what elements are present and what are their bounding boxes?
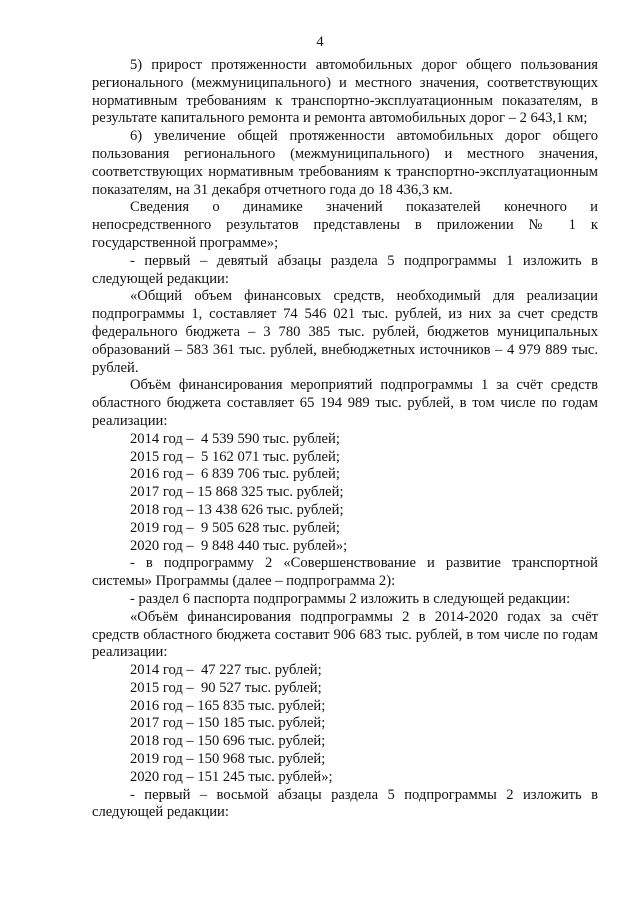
list-item: 2016 год – 6 839 706 тыс. рублей; bbox=[130, 466, 340, 483]
paragraph-amend-sub2: - в подпрограмму 2 «Совершенствование и развитие транспортной системы» Программы (далее – подпрограмма 2): bbox=[92, 555, 598, 590]
list-item: 2019 год – 150 968 тыс. рублей; bbox=[130, 751, 326, 768]
list-item: 2016 год – 165 835 тыс. рублей; bbox=[130, 697, 326, 714]
page-number: 4 bbox=[316, 34, 324, 50]
paragraph-total-funding-sub1: «Общий объем финансовых средств, необходимый для реализации подпрограммы 1, составляет 74 546 021 тыс. рублей, из них за счет средств федерального бюджета – 3 780 385 тыс. рублей, бюджетов муниципальных образований – 583 361 тыс. рублей, внебюджетных источников – 4 979 889 тыс. рублей. bbox=[92, 288, 598, 376]
paragraph-item-5: 5) прирост протяженности автомобильных дорог общего пользования регионального (межмуниципального) и местного значения, соответствующих нормативным требованиям к транспортно-эксплуатационным показателям, в результате капитального ремонта и ремонта автомобильных дорог – 2 643,1 км; bbox=[92, 57, 598, 127]
list-item: 2020 год – 9 848 440 тыс. рублей»; bbox=[130, 537, 348, 554]
list-item: 2018 год – 13 438 626 тыс. рублей; bbox=[130, 501, 344, 518]
list-item: 2015 год – 5 162 071 тыс. рублей; bbox=[130, 448, 340, 465]
paragraph-amend-section-5-sub2: - первый – восьмой абзацы раздела 5 подпрограммы 2 изложить в следующей редакции: bbox=[92, 786, 598, 821]
list-item: 2015 год – 90 527 тыс. рублей; bbox=[130, 679, 322, 696]
list-item: 2019 год – 9 505 628 тыс. рублей; bbox=[130, 519, 340, 536]
paragraph-funding-sub2: «Объём финансирования подпрограммы 2 в 2014-2020 годах за счёт средств областного бюджета составит 906 683 тыс. рублей, в том числе по годам реализации: bbox=[92, 608, 598, 661]
paragraph-amend-section-5-sub1: - первый – девятый абзацы раздела 5 подпрограммы 1 изложить в следующей редакции: bbox=[92, 252, 598, 287]
funding-by-year-sub2 bbox=[92, 662, 598, 787]
list-item: 2014 год – 4 539 590 тыс. рублей; bbox=[130, 430, 340, 447]
list-item: 2018 год – 150 696 тыс. рублей; bbox=[130, 733, 326, 750]
paragraph-regional-funding-sub1: Объём финансирования мероприятий подпрограммы 1 за счёт средств областного бюджета составляет 65 194 989 тыс. рублей, в том числе по годам реализации: bbox=[92, 377, 598, 429]
paragraph-item-6: 6) увеличение общей протяженности автомобильных дорог общего пользования регионального (межмуниципального) и местного значения, соответствующих нормативным требованиям к транспортно-эксплуатационным показателям, на 31 декабря отчетного года до 18 436,3 км. bbox=[92, 128, 598, 198]
document-body bbox=[92, 57, 598, 822]
list-item: 2017 год – 15 868 325 тыс. рублей; bbox=[130, 484, 344, 501]
paragraph-amend-passport-sub2: - раздел 6 паспорта подпрограммы 2 изложить в следующей редакции: bbox=[130, 590, 571, 607]
paragraph-indicators-info: Сведения о динамике значений показателей конечного и непосредственного результатов представлены в приложении № 1 к государственной программе»; bbox=[92, 199, 598, 251]
funding-by-year-sub1 bbox=[92, 431, 598, 556]
list-item: 2017 год – 150 185 тыс. рублей; bbox=[130, 715, 326, 732]
list-item: 2014 год – 47 227 тыс. рублей; bbox=[130, 662, 322, 679]
list-item: 2020 год – 151 245 тыс. рублей»; bbox=[130, 768, 333, 785]
